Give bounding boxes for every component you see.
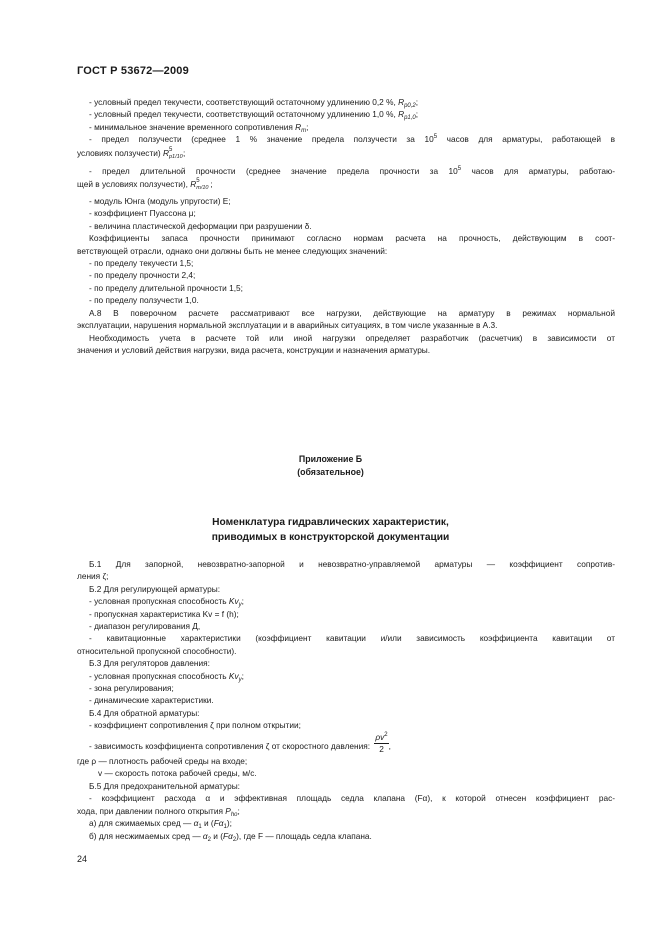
long-strength-text-c: щей в условиях ползучести), (77, 179, 191, 190)
necessity-line-2: значения и условий действия нагрузки, вида расчета, конструкции и назначения арматуры. (77, 344, 431, 355)
safety-creep: - по пределу ползучести 1,0. (89, 295, 199, 306)
creep-symbol: R (162, 147, 169, 158)
b5-a-end: ); (226, 818, 232, 829)
b5-flow-subscript: ho (230, 811, 238, 818)
plastic-line: - величина пластической деформации при разрушении δ. (89, 220, 312, 231)
annex-a-continuation (77, 96, 615, 356)
b5-b-symbol-2: Fα (223, 830, 233, 841)
long-strength-text-b: часов для арматуры, работаю- (461, 165, 615, 176)
long-strength-line-2 (77, 177, 615, 192)
numerator-text: ρv (375, 732, 385, 742)
b5-b-mid: и ( (211, 830, 224, 841)
long-strength-index-stack: 5 m/10 (196, 178, 209, 192)
b5-a-symbol-2: Fα (213, 818, 224, 829)
b2-kv-line (89, 595, 615, 607)
b5-compressible-line (89, 817, 615, 829)
b4-dependence-end: , (388, 740, 391, 751)
annex-title-line-2: приводимых в конструкторской документации (211, 532, 450, 544)
b2-range-line: - диапазон регулирования Д, (89, 621, 201, 632)
b3-zone-line: - зона регулирования; (89, 683, 174, 694)
yield-10-symbol: R (398, 109, 405, 120)
numerator-exponent: 2 (384, 732, 388, 738)
necessity-line-1: Необходимость учета в расчете той или иной нагрузки определяет разработчик (расчетчик) в зависимости от (89, 332, 615, 343)
ultimate-symbol: R (295, 121, 302, 132)
b5-flow-line-1: - коэффициент расхода α и эффективная площадь седла клапана (Fα), к которой отнесен коэффициент рас- (89, 793, 615, 804)
safety-line-2: ветствующей отрасли, однако они должны быть не менее следующих значений: (77, 245, 388, 256)
b2-kv-text: - условная пропускная способность (89, 596, 229, 607)
b4-open-line: - коэффициент сопротивления ζ при полном открытии; (89, 720, 301, 731)
ultimate-text: - минимальное значение временного сопротивления (89, 121, 296, 132)
b5-a-symbol: α (193, 818, 199, 829)
b5-heading: Б.5 Для предохранительной арматуры: (89, 781, 240, 791)
a8-line-2: эксплуатации, нарушения нормальной эксплуатации и в аварийных ситуациях, в том числе указанные в А.3. (77, 320, 498, 331)
b5-section (77, 780, 615, 843)
b3-kv-text: - условная пропускная способность (89, 670, 229, 681)
b3-kv-end: ; (241, 670, 244, 681)
fraction-denominator: 2 (379, 744, 384, 754)
yield-02-symbol: R (398, 97, 405, 107)
ultimate-line (89, 121, 615, 133)
yield-10-text: - условный предел текучести, соответствующий остаточному удлинению 1,0 %, (89, 109, 399, 120)
b5-incompressible-line (89, 830, 615, 842)
b2-kv-symbol: Kv (228, 596, 239, 607)
b3-dynamic-line: - динамические характеристики. (89, 695, 214, 706)
b2-kvh-line: - пропускная характеристика Kv = f (h); (89, 608, 239, 619)
yield-10-end: ; (415, 109, 419, 120)
b1-line-1: Б.1 Для запорной, невозвратно-запорной и невозвратно-управляемой арматуры — коэффициент сопротив- (89, 559, 615, 569)
creep-text-c: условиях ползучести) (77, 147, 163, 158)
annex-b-body (77, 558, 615, 760)
b3-kv-subscript: y (238, 676, 242, 683)
dynamic-pressure-fraction (374, 732, 388, 755)
b3-heading: Б.3 Для регуляторов давления: (89, 658, 210, 669)
yield-02-line (89, 96, 615, 108)
creep-line-1 (89, 133, 615, 145)
b2-cavitation-line-1: - кавитационные характеристики (коэффициент кавитации и/или зависимость коэффициента кавитации от (89, 633, 615, 644)
yield-10-subscript: p1,0 (404, 115, 416, 122)
b5-b-symbol: α (202, 830, 208, 841)
b5-b-subscript-2: 2 (232, 836, 237, 843)
long-strength-line-1 (89, 165, 615, 177)
b4-heading: Б.4 Для обратной арматуры: (89, 707, 200, 718)
yield-02-text: - условный предел текучести, соответствующий остаточному удлинению 0,2 %, (89, 97, 399, 107)
ultimate-subscript: m (301, 127, 307, 134)
long-strength-text-a: - предел длительной прочности (среднее значение предела прочности за 10 (89, 165, 458, 176)
safety-line-1: Коэффициенты запаса прочности принимают согласно нормам расчета на прочность, действующим в соот- (89, 233, 615, 244)
yield-10-line (89, 108, 615, 120)
creep-end: ; (182, 147, 186, 158)
standard-header: ГОСТ Р 53672—2009 (77, 65, 189, 77)
b2-cavitation-line-2: относительной пропускной способности). (77, 645, 237, 656)
b2-kv-subscript: y (238, 602, 242, 609)
poisson-line: - коэффициент Пуассона μ; (89, 208, 196, 219)
creep-index-stack: 5 p1/10 (168, 146, 183, 160)
creep-line-2 (77, 146, 615, 161)
b3-kv-symbol: Kv (228, 670, 239, 681)
b1-line-2: ления ζ; (77, 571, 109, 582)
long-strength-symbol: R (190, 179, 197, 190)
b5-a-text: а) для сжимаемых сред — (89, 818, 194, 829)
long-strength-end: ; (210, 179, 213, 190)
b5-flow-line-2 (77, 805, 615, 817)
b5-flow-symbol: P (225, 805, 231, 816)
where-v-line: v — скорость потока рабочей среды, м/с. (98, 768, 257, 778)
young-line: - модуль Юнга (модуль упругости) Е; (89, 196, 231, 207)
b5-a-subscript-2: 1 (223, 824, 227, 831)
creep-exponent: 5 (433, 134, 438, 141)
b4-dependence-text: - зависимость коэффициента сопротивления ζ от скоростного давления: (89, 740, 373, 751)
safety-long: - по пределу длительной прочности 1,5; (89, 282, 243, 293)
annex-title-line-1: Номенклатура гидравлических характеристик, (212, 517, 449, 528)
b5-b-subscript: 2 (207, 836, 211, 843)
b3-kv-line (89, 670, 615, 682)
safety-yield: - по пределу текучести 1,5; (89, 258, 194, 269)
b5-flow-end: ; (237, 805, 240, 816)
safety-strength: - по пределу прочности 2,4; (89, 270, 196, 281)
creep-text-a: - предел ползучести (среднее 1 % значение предела ползучести за 10 (89, 134, 434, 145)
b2-kv-end: ; (241, 596, 244, 607)
b2-heading: Б.2 Для регулирующей арматуры: (89, 583, 220, 594)
b5-b-text: б) для несжимаемых сред — (89, 830, 203, 841)
page-number: 24 (77, 854, 88, 864)
annex-title (0, 515, 661, 546)
where-rho-line: где ρ — плотность рабочей среды на входе; (77, 756, 248, 766)
annex-b-heading (0, 453, 661, 478)
b5-flow-text: хода, при давлении полного открытия (77, 805, 226, 816)
annex-label: Приложение Б (298, 454, 363, 464)
fraction-numerator (374, 732, 388, 744)
yield-02-subscript: p0,2 (404, 103, 416, 109)
b5-b-end: ), где F — площадь седла клапана. (236, 830, 372, 841)
annex-status: (обязательное) (297, 466, 364, 477)
b5-a-subscript: 1 (198, 824, 202, 831)
yield-02-end: ; (415, 97, 419, 107)
ultimate-end: ; (306, 121, 309, 132)
creep-text-b: часов для арматуры, работающей в (437, 134, 615, 145)
b5-a-mid: и ( (201, 818, 214, 829)
long-strength-exponent: 5 (457, 165, 462, 172)
a8-line-1: А.8 В поверочном расчете рассматривают все нагрузки, действующие на арматуру в режимах нормальной (89, 307, 615, 318)
